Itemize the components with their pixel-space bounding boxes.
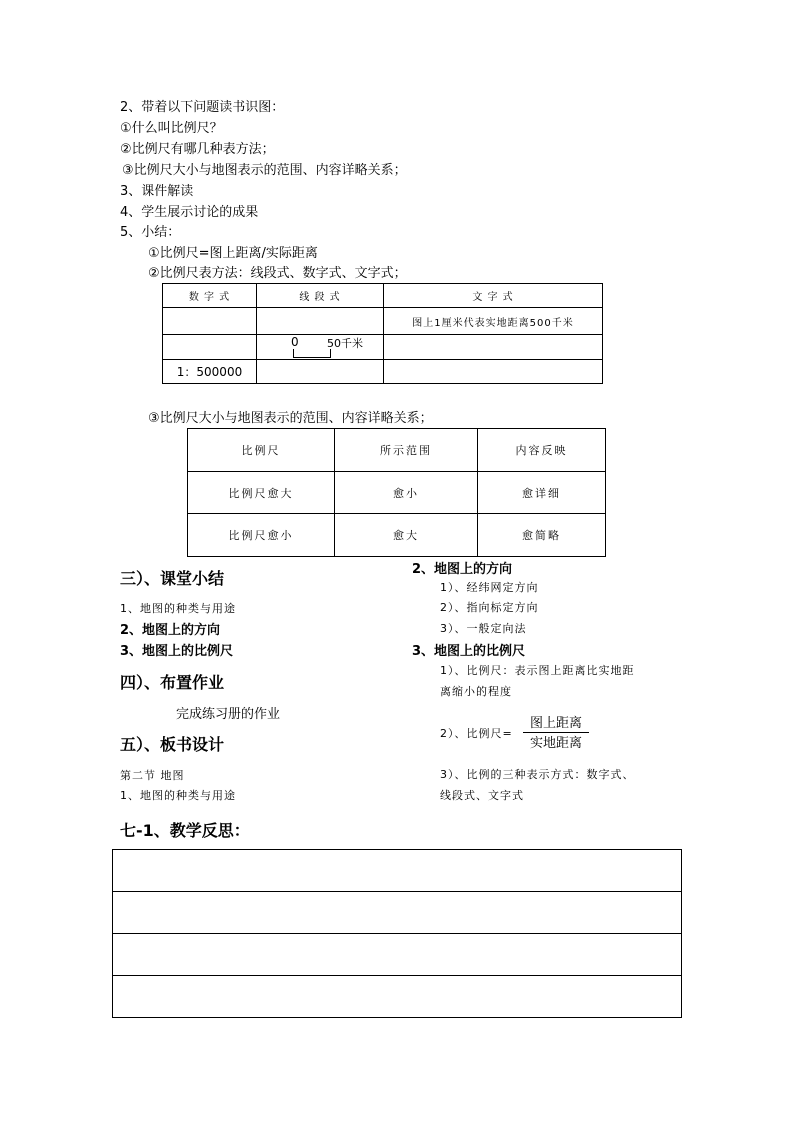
summary-2: ②比例尺表方法：线段式、数字式、文字式； <box>148 266 407 281</box>
question-3: ③比例尺大小与地图表示的范围、内容详略关系； <box>122 163 407 178</box>
board-subtitle: 第二节 地图 <box>120 769 185 782</box>
direction-item-2: 2）、指向标定方向 <box>440 601 539 614</box>
direction-title: 2、地图上的方向 <box>412 562 513 577</box>
reflection-row[interactable] <box>113 892 681 934</box>
section-4-title: 四）、布置作业 <box>120 673 225 692</box>
section-3-title: 三）、课堂小结 <box>120 569 225 588</box>
direction-item-3: 3）、一般定向法 <box>440 622 527 635</box>
scale-methods-table <box>162 283 603 384</box>
line-scale-end: 50千米 <box>327 337 363 350</box>
header-detail: 内容反映 <box>478 429 606 472</box>
direction-item-1: 1）、经纬网定方向 <box>440 581 539 594</box>
scale-relation-table <box>187 428 606 557</box>
scale-forms-line-1: 3）、比例的三种表示方式：数字式、 <box>440 768 635 781</box>
empty-cell <box>163 335 257 360</box>
section-3-item-1: 1、地图的种类与用途 <box>120 602 236 615</box>
reflection-row[interactable] <box>113 976 681 1017</box>
step-4: 4、学生展示讨论的成果 <box>120 205 259 220</box>
reflection-table <box>112 849 682 1018</box>
header-range: 所示范围 <box>335 429 478 472</box>
scale-def-line-1: 1）、比例尺：表示图上距离比实地距 <box>440 664 635 677</box>
empty-cell <box>257 308 384 335</box>
header-scale: 比例尺 <box>188 429 335 472</box>
step-5: 5、小结： <box>120 225 181 240</box>
reflection-row[interactable] <box>113 850 681 892</box>
empty-cell <box>384 335 603 360</box>
reflection-title: 七-1、教学反思： <box>120 821 250 840</box>
step-2: 2、带着以下问题读书识图： <box>120 100 285 115</box>
cell-detail-brief: 愈简略 <box>478 514 606 557</box>
step-3: 3、课件解读 <box>120 184 194 199</box>
cell-detail-fine: 愈详细 <box>478 472 606 514</box>
cell-range-small: 愈小 <box>335 472 478 514</box>
empty-cell <box>384 360 603 384</box>
empty-cell <box>257 360 384 384</box>
number-form-example: 1：500000 <box>163 360 257 384</box>
section-3-item-3: 3、地图上的比例尺 <box>120 644 234 659</box>
question-2: ②比例尺有哪几种表方法； <box>120 142 275 157</box>
cell-range-large: 愈大 <box>335 514 478 557</box>
summary-3: ③比例尺大小与地图表示的范围、内容详略关系； <box>148 411 433 426</box>
header-number-form: 数 字 式 <box>163 284 257 308</box>
scale-title: 3、地图上的比例尺 <box>412 644 526 659</box>
reflection-row[interactable] <box>113 934 681 976</box>
question-1: ①什么叫比例尺？ <box>120 121 223 136</box>
header-line-form: 线 段 式 <box>257 284 384 308</box>
cell-scale-large: 比例尺愈大 <box>188 472 335 514</box>
fraction-denominator: 实地距离 <box>529 736 582 751</box>
cell-scale-small: 比例尺愈小 <box>188 514 335 557</box>
header-text-form: 文 字 式 <box>384 284 603 308</box>
line-scale-bar <box>293 349 331 358</box>
scale-def-line-2: 离缩小的程度 <box>440 685 512 698</box>
section-5-title: 五）、板书设计 <box>120 735 225 754</box>
fraction-numerator: 图上距离 <box>523 715 589 733</box>
section-3-item-2: 2、地图上的方向 <box>120 623 221 638</box>
scale-formula-prefix: 2）、比例尺= <box>440 727 513 740</box>
scale-forms-line-2: 线段式、文字式 <box>440 789 524 802</box>
empty-cell <box>163 308 257 335</box>
board-item-1: 1、地图的种类与用途 <box>120 789 236 802</box>
summary-1: ①比例尺=图上距离/实际距离 <box>148 246 318 261</box>
line-scale-zero: 0 <box>291 335 299 349</box>
homework-task: 完成练习册的作业 <box>176 707 281 722</box>
line-scale-cell <box>257 335 384 360</box>
text-form-example: 图上1厘米代表实地距离500千米 <box>384 308 603 335</box>
